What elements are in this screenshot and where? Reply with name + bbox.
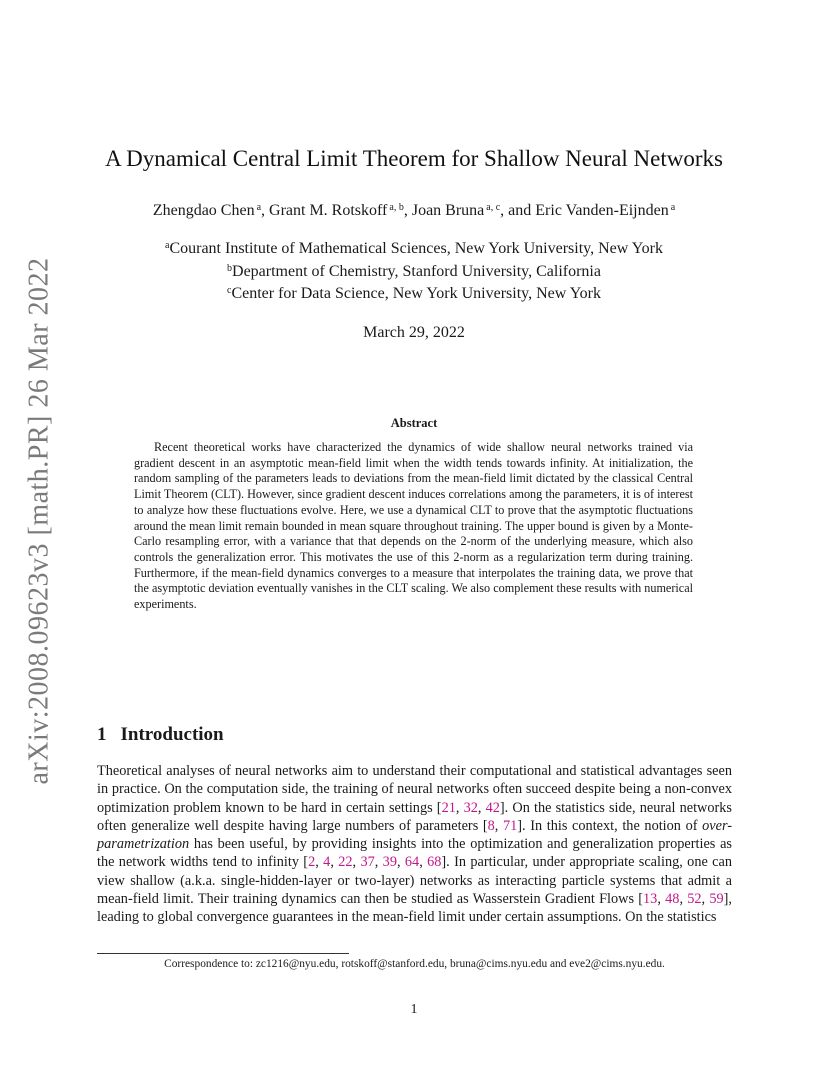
author-name: Eric Vanden-Eijnden (535, 202, 669, 219)
citation-separator: , (352, 854, 361, 871)
correspondence-footnote: Correspondence to: zc1216@nyu.edu, rotskoff@stanford.edu, bruna@cims.nyu.edu and eve2@cims.nyu.edu. (164, 958, 665, 970)
affiliation-mark: a (164, 240, 170, 251)
citation-link[interactable]: 48 (665, 891, 680, 908)
author-affiliation-mark: a (256, 202, 262, 213)
affiliation-mark: c (226, 285, 232, 296)
citation-link[interactable]: 21 (441, 799, 456, 816)
citation-link[interactable]: 32 (463, 799, 478, 816)
citation-link[interactable]: 39 (382, 854, 397, 871)
citation-separator: , (455, 799, 464, 816)
footnote-divider (97, 953, 349, 954)
affiliation-line (0, 259, 828, 282)
citation-link[interactable]: 22 (338, 854, 353, 871)
citation-link[interactable]: 42 (485, 799, 500, 816)
citation-link[interactable]: 13 (643, 891, 658, 908)
intro-text: ]. In particular, under appropriate scaling, one can view shallow (a.k.a. single-hidden-layer or two-layer) networks as interacting particle systems that admit a mean-field limit. Their training dynamics can then be studied as Wasserstein Gradient Flows [ (97, 854, 732, 908)
affiliation-text: Courant Institute of Mathematical Sciences, New York University, New York (169, 240, 663, 257)
author-affiliation-mark: a, c (486, 202, 501, 213)
affiliation-list (0, 236, 828, 304)
intro-text: has been useful, by providing insights into the optimization and generalization properties as the network widths tend to infinity [ (97, 836, 732, 871)
author-separator: , (403, 202, 412, 219)
author-name: Joan Bruna (411, 202, 485, 219)
emphasized-term: over-parametrization (97, 817, 732, 853)
citation-link[interactable]: 64 (404, 854, 420, 871)
citation-link[interactable]: 4 (323, 854, 331, 871)
section-heading (97, 724, 224, 746)
section-title: Introduction (120, 724, 224, 745)
paper-date: March 29, 2022 (363, 324, 465, 341)
affiliation-line (0, 281, 828, 304)
citation-link[interactable]: 68 (427, 854, 442, 871)
citation-link[interactable]: 37 (360, 854, 375, 871)
author-affiliation-mark: a, b (389, 202, 404, 213)
citation-separator: , (330, 854, 339, 871)
section-number: 1 (97, 724, 107, 745)
author-name: Zhengdao Chen (152, 202, 255, 219)
author-name: Grant M. Rotskoff (269, 202, 388, 219)
citation-link[interactable]: 52 (687, 891, 702, 908)
citation-separator: , (315, 854, 324, 871)
citation-link[interactable]: 71 (503, 817, 518, 834)
citation-separator: , (657, 891, 666, 908)
author-separator: , (261, 202, 270, 219)
citation-separator: , (679, 891, 688, 908)
author-list (0, 202, 828, 220)
citation-link[interactable]: 59 (709, 891, 724, 908)
citation-separator: , (701, 891, 710, 908)
citation-link[interactable]: 8 (487, 817, 495, 834)
intro-text: Theoretical analyses of neural networks aim to understand their computational and statistical advantages seen in practice. On the computation side, the training of neural networks often succeed despite being a non-convex optimization problem known to be hard in certain settings [ (97, 763, 732, 816)
citation-separator: , (396, 854, 405, 871)
arxiv-identifier (20, 256, 60, 785)
citation-link[interactable]: 2 (308, 854, 316, 871)
affiliation-text: Department of Chemistry, Stanford University, California (232, 262, 601, 280)
introduction-paragraph (97, 762, 732, 927)
page-number: 1 (410, 1002, 418, 1017)
citation-separator: , (374, 854, 383, 871)
arxiv-identifier-text: arXiv:2008.09623v3 [math.PR] 26 Mar 2022 (24, 256, 55, 785)
author-separator: , and (500, 202, 536, 219)
intro-text: ]. In this context, the notion of (517, 817, 703, 834)
author-affiliation-mark: a (670, 202, 676, 213)
abstract-heading: Abstract (390, 416, 438, 430)
intro-text: ]. On the statistics side, neural networks often generalize well despite having large numbers of parameters [ (97, 799, 732, 834)
abstract-body: Recent theoretical works have characterized the dynamics of wide shallow neural networks trained via gradient descent in an asymptotic mean-field limit when the width tends towards infinity. At initialization, the random sampling of the parameters leads to deviations from the mean-field limit dictated by the classical Central Limit Theorem (CLT). However, since gradient descent induces correlations among the parameters, it is of interest to analyze how these fluctuations evolve. Here, we use a dynamical CLT to prove that the asymptotic fluctuations around the mean limit remain bounded in mean square throughout training. The upper bound is given by a Monte-Carlo resampling error, with a variance that that depends on the 2-norm of the underlying measure, which also controls the generalization error. This motivates the use of this 2-norm as a regularization term during training. Furthermore, if the mean-field dynamics converges to a measure that interpolates the training data, we prove that the asymptotic deviation eventually vanishes in the CLT scaling. We also complement these results with numerical experiments. (134, 440, 693, 612)
affiliation-line (0, 236, 828, 259)
citation-separator: , (494, 817, 503, 834)
intro-text: ], leading to global convergence guarantees in the mean-field limit under certain assumptions. On the statistics (97, 891, 732, 926)
citation-separator: , (477, 799, 486, 816)
affiliation-mark: b (227, 262, 233, 274)
affiliation-text: Center for Data Science, New York University, New York (231, 285, 601, 302)
citation-separator: , (419, 854, 428, 871)
paper-title: A Dynamical Central Limit Theorem for Shallow Neural Networks (105, 146, 723, 171)
